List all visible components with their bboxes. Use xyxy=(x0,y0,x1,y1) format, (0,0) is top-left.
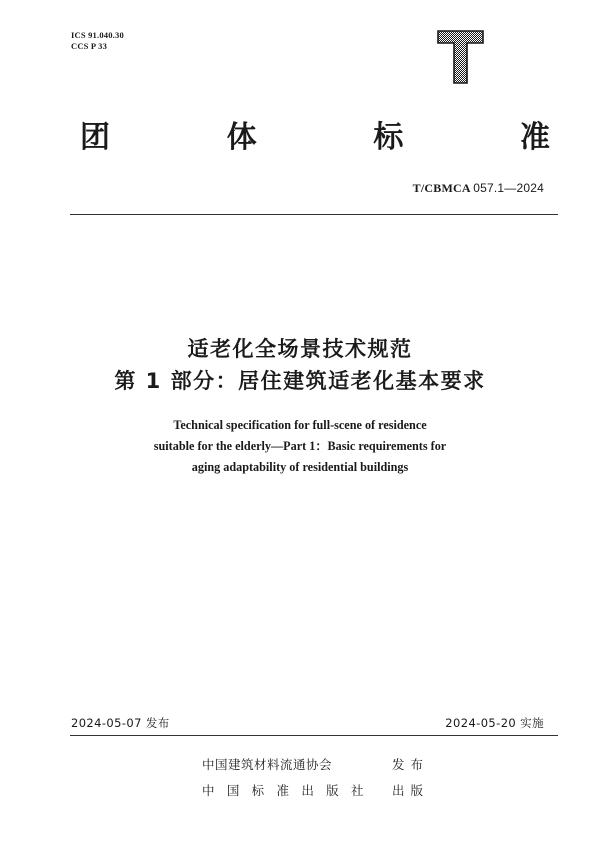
publishing-house-char: 国 xyxy=(226,783,240,798)
title-cn-line2: 第 1 部分：居住建筑适老化基本要求 xyxy=(114,369,486,393)
publishing-house-char: 出 xyxy=(301,783,315,798)
publisher-row xyxy=(202,752,429,778)
publishing-house xyxy=(202,778,392,804)
standard-type-char: 团 xyxy=(80,120,110,155)
issuing-organization: 中国建筑材料流通协会 xyxy=(202,757,333,772)
implementation-date: 2024-05-20 实施 xyxy=(445,716,544,730)
standard-type-char: 标 xyxy=(373,120,404,155)
publishing-house-char: 版 xyxy=(326,783,340,798)
ics-code: ICS 91.040.30 xyxy=(71,30,124,40)
header-divider xyxy=(70,214,558,215)
title-en-line2: suitable for the elderly—Part 1：Basic requirements for xyxy=(153,439,447,453)
standard-type-title xyxy=(80,118,550,158)
standard-t-logo xyxy=(437,30,484,84)
title-cn-line1: 适老化全场景技术规范 xyxy=(187,337,413,361)
standard-number xyxy=(413,181,544,196)
standard-type-char: 体 xyxy=(226,120,257,155)
title-en-line3: aging adaptability of residential buildings xyxy=(191,460,409,474)
release-date: 2024-05-07 发布 xyxy=(71,716,170,730)
issuing-action: 发布 xyxy=(392,757,430,772)
publisher-row xyxy=(202,778,429,804)
title-en-line1: Technical specification for full-scene of residence xyxy=(173,418,427,432)
standard-number-value: 057.1—2024 xyxy=(473,181,544,195)
classification-codes xyxy=(71,30,124,52)
publishing-action: 出版 xyxy=(392,783,430,798)
standard-type-char: 准 xyxy=(519,120,550,155)
publishing-house-char: 准 xyxy=(276,783,290,798)
standard-number-prefix: T/CBMCA xyxy=(412,181,471,195)
footer-divider xyxy=(70,735,558,736)
ccs-code: CCS P 33 xyxy=(71,41,108,51)
publishers-block xyxy=(202,752,429,804)
title-en xyxy=(0,415,600,478)
publishing-house-char: 标 xyxy=(251,783,265,798)
publishing-house-char: 中 xyxy=(202,783,216,798)
publishing-house-char: 社 xyxy=(350,783,364,798)
